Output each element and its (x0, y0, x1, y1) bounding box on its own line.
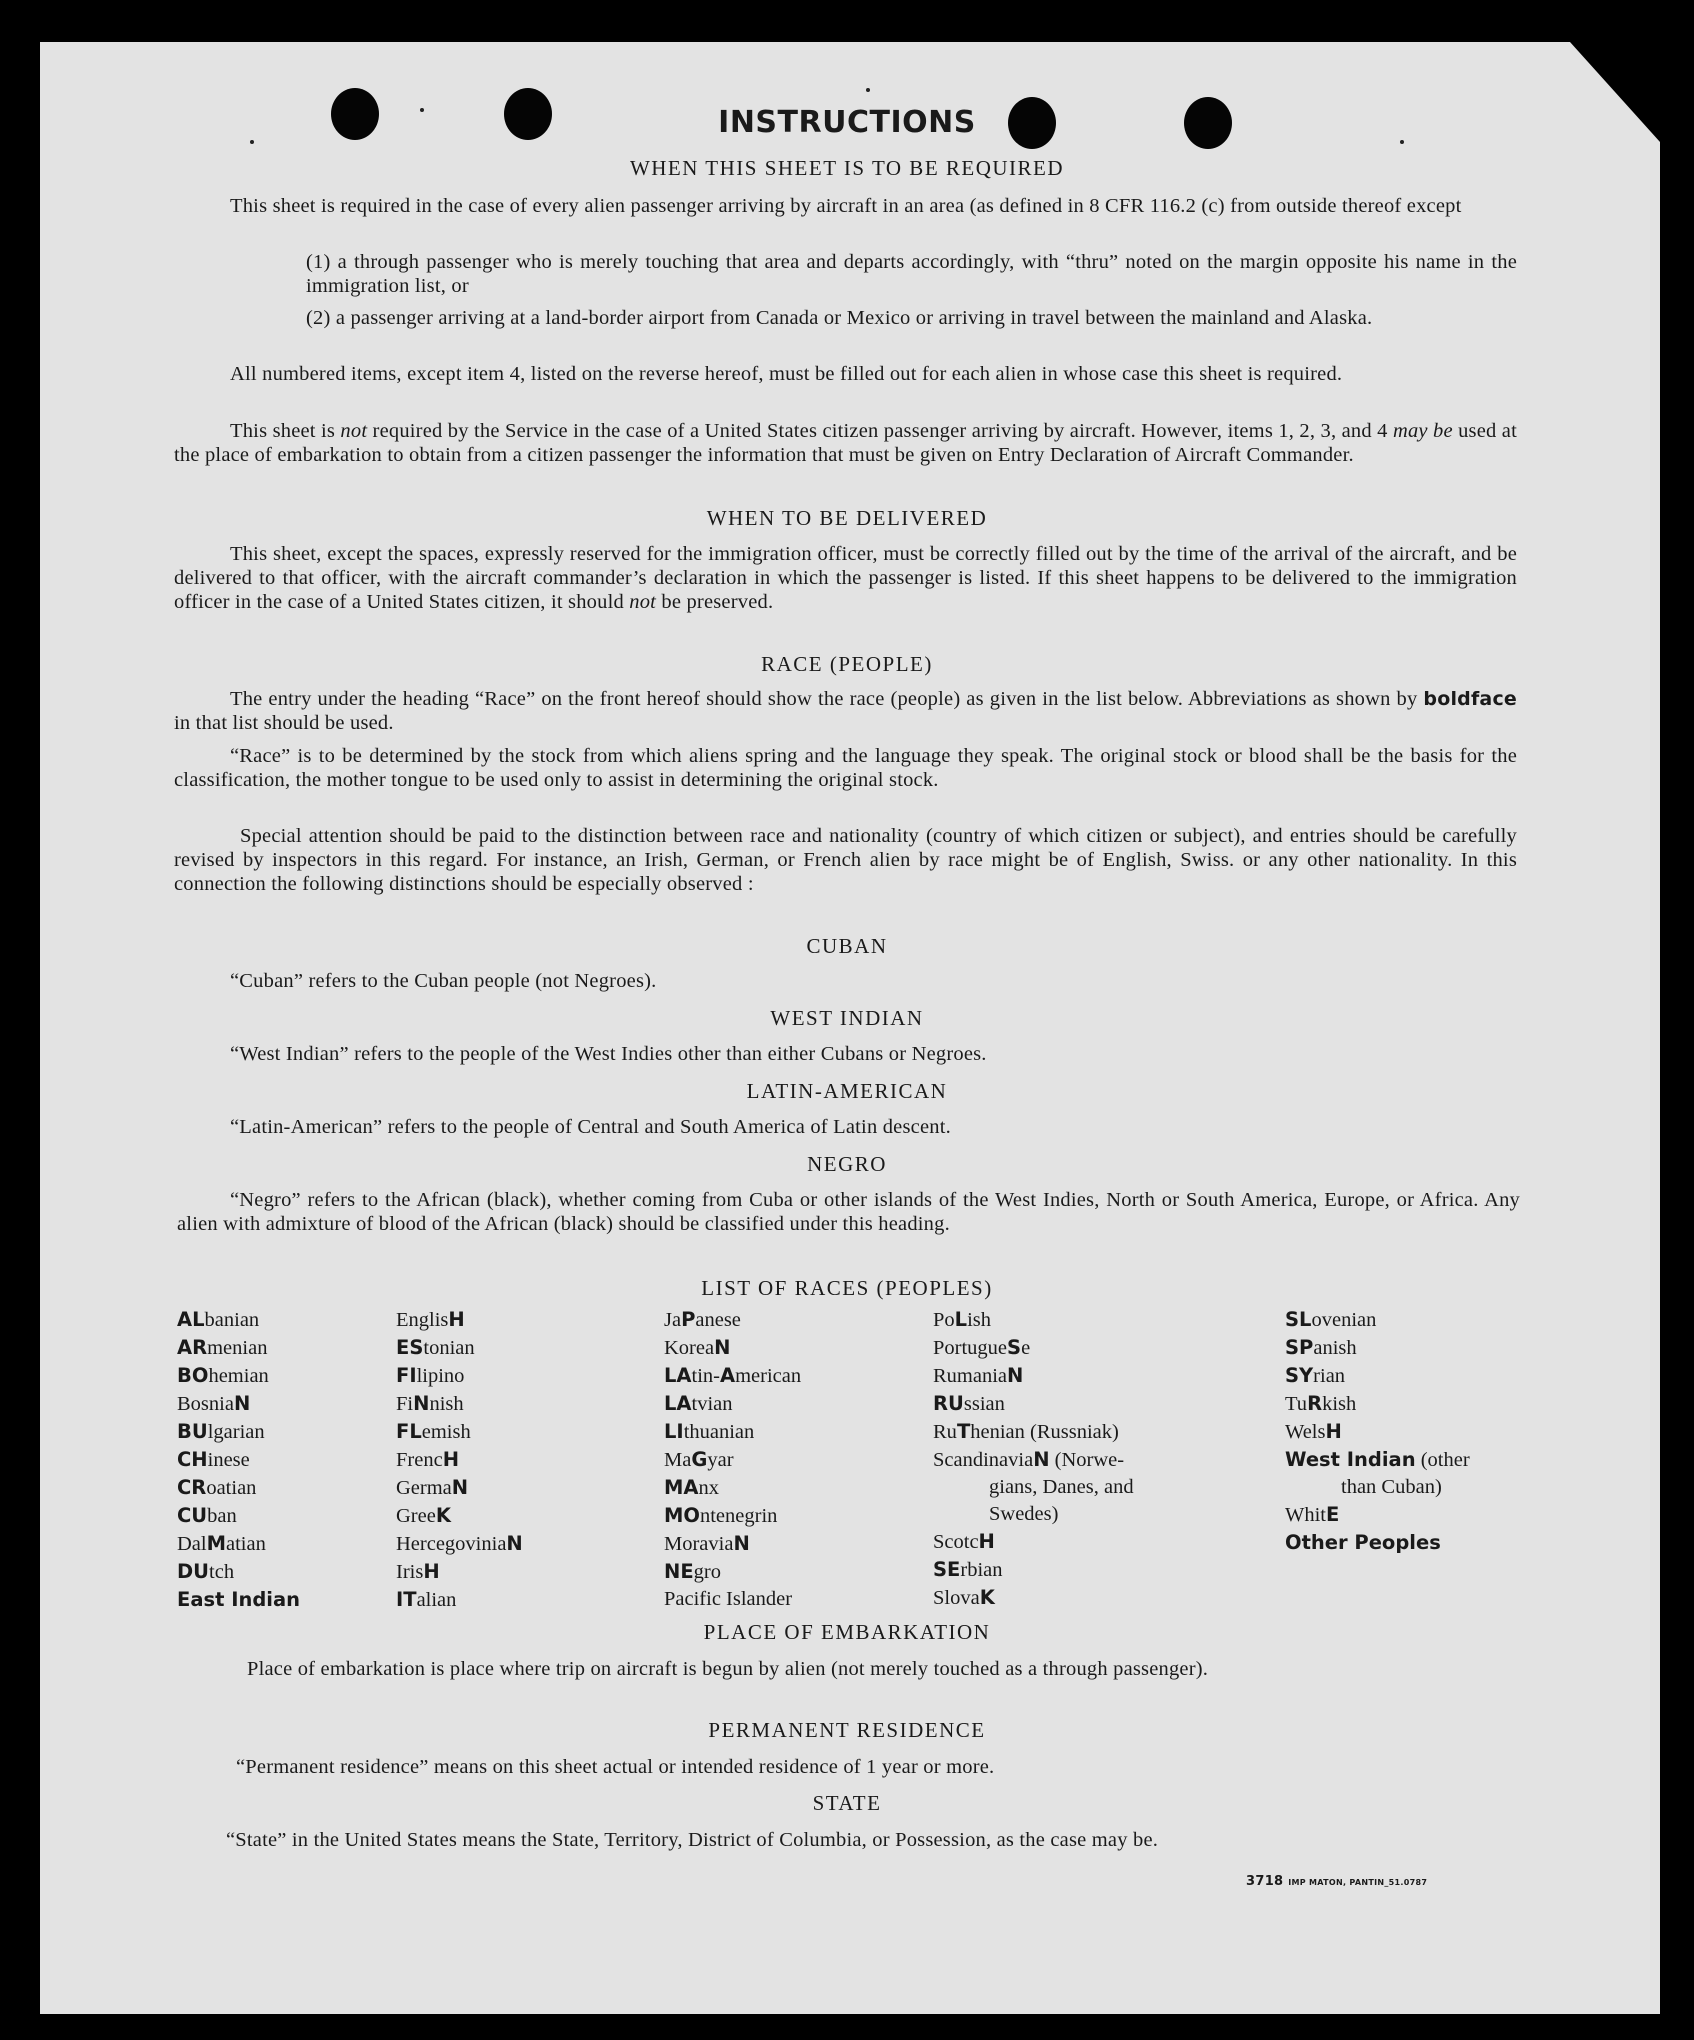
race-entry (396, 1558, 523, 1586)
race-text: lipino (416, 1365, 465, 1387)
race-abbrev: H (423, 1560, 440, 1583)
race-abbrev: K (435, 1504, 451, 1527)
race-text: Whit (1285, 1504, 1326, 1526)
race-entry (1285, 1474, 1470, 1501)
para-exception-1: (1) a through passenger who is merely touching that area and departs accordingly, with “thru” noted on the margin opposite his name in the immigration list, or (306, 251, 1517, 297)
race-text: Portugue (933, 1337, 1008, 1359)
race-entry (177, 1334, 300, 1362)
race-abbrev: K (979, 1586, 995, 1609)
speck (1400, 140, 1404, 144)
race-entry (177, 1502, 300, 1530)
race-text: Iris (396, 1561, 424, 1583)
race-abbrev: CR (177, 1476, 207, 1499)
race-column-4 (933, 1306, 1134, 1612)
race-text: thuanian (683, 1421, 755, 1443)
para-latin-american: “Latin-American” refers to the people of Central and South America of Latin descent. (230, 1116, 951, 1138)
heading-embarkation: PLACE OF EMBARKATION (703, 1620, 991, 1644)
race-text: rian (1313, 1365, 1346, 1387)
race-abbrev: CU (177, 1504, 208, 1527)
text-run: be preserved. (656, 591, 774, 613)
heading-residence: PERMANENT RESIDENCE (708, 1718, 986, 1742)
race-entry (664, 1502, 801, 1530)
para-citizen (174, 419, 1517, 467)
race-abbrev: BO (177, 1364, 209, 1387)
race-text: inese (207, 1449, 250, 1471)
race-entry (1285, 1418, 1470, 1446)
race-entry (1285, 1334, 1470, 1362)
race-abbrev: M (206, 1532, 227, 1555)
race-abbrev: N (733, 1532, 750, 1555)
race-entry (933, 1446, 1134, 1474)
race-abbrev: MA (664, 1476, 699, 1499)
race-text: Scotc (933, 1531, 979, 1553)
race-text: oatian (206, 1477, 257, 1499)
race-abbrev: IT (396, 1588, 417, 1611)
race-text: Tu (1285, 1393, 1308, 1415)
text-run-italic: may be (1392, 420, 1453, 442)
race-entry (933, 1528, 1134, 1556)
race-abbrev: H (448, 1308, 465, 1331)
race-abbrev: N (233, 1392, 251, 1415)
race-entry (664, 1362, 801, 1390)
race-abbrev: RU (933, 1392, 964, 1415)
race-entry (933, 1556, 1134, 1584)
race-abbrev: T (956, 1420, 971, 1443)
race-entry (177, 1530, 300, 1558)
para-race-determined: “Race” is to be determined by the stock from which aliens spring and the language they speak. The original stock or blood shall be the basis for the classification, the mother tongue to be used only to assist in determining the original stock. (174, 745, 1517, 791)
race-text: anish (1313, 1337, 1357, 1359)
race-abbrev: L (954, 1308, 968, 1331)
race-text: ish (967, 1309, 992, 1331)
race-text: gians, Danes, and (989, 1476, 1134, 1498)
heading-negro: NEGRO (807, 1152, 887, 1176)
heading-west-indian: WEST INDIAN (770, 1006, 924, 1030)
race-entry (664, 1586, 801, 1613)
race-abbrev: R (1307, 1392, 1323, 1415)
race-abbrev: N (1033, 1448, 1050, 1471)
race-entry (664, 1418, 801, 1446)
heading-race: RACE (PEOPLE) (761, 652, 933, 676)
race-entry (396, 1530, 523, 1558)
race-abbrev: A (720, 1364, 736, 1387)
race-abbrev: MO (664, 1504, 700, 1527)
race-entry (177, 1362, 300, 1390)
race-abbrev: G (691, 1448, 708, 1471)
race-text: tch (209, 1561, 235, 1583)
race-text: henian (Russniak) (970, 1421, 1119, 1443)
race-abbrev: SL (1285, 1308, 1312, 1331)
race-text: Wels (1285, 1421, 1326, 1443)
race-text: ovenian (1311, 1309, 1377, 1331)
heading-list-of-races: LIST OF RACES (PEOPLES) (701, 1276, 993, 1300)
race-entry (664, 1306, 801, 1334)
para-embarkation: Place of embarkation is place where trip on aircraft is begun by alien (not merely touched as a through passenger). (247, 1658, 1209, 1680)
race-text: rbian (960, 1559, 1003, 1581)
race-abbrev: SP (1285, 1336, 1314, 1359)
race-entry (1285, 1390, 1470, 1418)
race-abbrev: NE (664, 1560, 694, 1583)
text-run: This sheet, except the spaces, expressly reserved for the immigration officer, must be correctly filled out by the time of the arrival of the aircraft, and be delivered to that officer, with the aircraft commander’s declaration in which the passenger is listed. If this sheet happens to be delivered to the immigration officer in the case of a United States citizen, it should (174, 543, 1517, 613)
race-entry (933, 1474, 1134, 1501)
race-text: anese (695, 1309, 741, 1331)
race-text: hemian (208, 1365, 269, 1387)
race-entry (396, 1334, 523, 1362)
race-text: Englis (396, 1309, 449, 1331)
race-entry (933, 1418, 1134, 1446)
race-entry (933, 1306, 1134, 1334)
race-column-3 (664, 1306, 801, 1613)
race-abbrev: N (714, 1336, 731, 1359)
race-text: than Cuban) (1341, 1476, 1442, 1498)
race-entry (177, 1306, 300, 1334)
race-entry (396, 1586, 523, 1614)
race-entry (664, 1530, 801, 1558)
speck (866, 88, 870, 92)
heading-when-required: WHEN THIS SHEET IS TO BE REQUIRED (629, 156, 1065, 180)
heading-state: STATE (812, 1791, 882, 1815)
text-run: used at the place of embarkation to obtain from a citizen passenger the information that must be given on Entry Declaration of Aircraft Commander. (174, 420, 1518, 466)
race-abbrev: P (681, 1308, 696, 1331)
page-title: INSTRUCTIONS (718, 105, 976, 140)
text-run: required by the Service in the case of a United States citizen passenger arriving by aircraft. However, items 1, 2, 3, and 4 (367, 420, 1393, 442)
race-entry (933, 1584, 1134, 1612)
race-abbrev: H (442, 1448, 460, 1471)
race-text: ntenegrin (699, 1505, 778, 1527)
race-abbrev: FL (396, 1420, 422, 1443)
race-entry (177, 1418, 300, 1446)
race-text: emish (421, 1421, 471, 1443)
race-abbrev: N (451, 1476, 469, 1499)
race-abbrev: LA (664, 1392, 692, 1415)
race-text: Slova (933, 1587, 980, 1609)
race-entry (396, 1362, 523, 1390)
race-text: banian (204, 1309, 260, 1331)
para-numbered-items: All numbered items, except item 4, listed on the reverse hereof, must be filled out for each alien in whose case this sheet is required. (230, 363, 1343, 385)
heading-latin-american: LATIN-AMERICAN (746, 1079, 948, 1103)
race-entry (177, 1390, 300, 1418)
printer-mark: IMP MATON, PANTIN_51.0787 (1288, 1878, 1428, 1887)
race-abbrev: SE (933, 1558, 961, 1581)
text-run-italic: not (340, 420, 368, 442)
para-delivered (174, 542, 1517, 614)
text-run-italic: not (629, 591, 657, 613)
para-west-indian: “West Indian” refers to the people of the West Indies other than either Cubans or Negroes. (230, 1043, 987, 1065)
text-run: The entry under the heading “Race” on the front hereof should show the race (people) as given in the list below. Abbreviations as shown by (230, 688, 1424, 710)
race-text: (other (1415, 1449, 1470, 1471)
race-text: Hercegovinia (396, 1533, 507, 1555)
race-entry (933, 1334, 1134, 1362)
race-abbrev: East Indian (177, 1588, 301, 1611)
race-entry (396, 1474, 523, 1502)
race-text: tin- (691, 1365, 720, 1387)
race-text: Frenc (396, 1449, 443, 1471)
para-residence: “Permanent residence” means on this sheet actual or intended residence of 1 year or more. (236, 1756, 995, 1778)
race-entry (664, 1558, 801, 1586)
heading-when-delivered: WHEN TO BE DELIVERED (706, 506, 988, 530)
race-entry (933, 1501, 1134, 1528)
race-entry (664, 1446, 801, 1474)
race-column-2 (396, 1306, 523, 1614)
race-entry (1285, 1501, 1470, 1529)
race-text: tvian (691, 1393, 733, 1415)
race-entry (177, 1558, 300, 1586)
race-text: lgarian (207, 1421, 265, 1443)
race-abbrev: West Indian (1285, 1448, 1416, 1471)
heading-cuban: CUBAN (806, 934, 888, 958)
race-entry (1285, 1446, 1470, 1474)
race-entry (177, 1474, 300, 1502)
race-entry (1285, 1362, 1470, 1390)
race-entry (1285, 1306, 1470, 1334)
para-negro: “Negro” refers to the African (black), whether coming from Cuba or other islands of the West Indies, North or South America, Europe, or Africa. Any alien with admixture of blood of the African (black) should be classified under this heading. (177, 1189, 1520, 1235)
race-text: kish (1322, 1393, 1357, 1415)
race-text: Dal (177, 1533, 207, 1555)
text-run: This sheet is (230, 420, 341, 442)
race-abbrev: N (506, 1532, 523, 1555)
race-entry (1285, 1529, 1470, 1557)
printer-footer (1246, 1874, 1427, 1889)
race-abbrev: BU (177, 1420, 208, 1443)
race-abbrev: E (1326, 1503, 1340, 1526)
para-cuban: “Cuban” refers to the Cuban people (not Negroes). (230, 970, 657, 992)
race-text: nx (698, 1477, 719, 1499)
race-text: ban (207, 1505, 237, 1527)
race-entry (933, 1390, 1134, 1418)
race-abbrev: N (1007, 1364, 1024, 1387)
race-text: Germa (396, 1477, 452, 1499)
race-text: Rumania (933, 1365, 1008, 1387)
race-text: (Norwe- (1049, 1449, 1125, 1471)
race-text: menian (207, 1337, 268, 1359)
race-text: ssian (963, 1393, 1005, 1415)
race-entry (933, 1362, 1134, 1390)
race-entry (664, 1334, 801, 1362)
race-text: Po (933, 1309, 955, 1331)
para-race-nationality: Special attention should be paid to the distinction between race and nationality (country of which citizen or subject), and entries should be carefully revised by inspectors in this regard. For instance, an Irish, German, or French alien by race might be of English, Swiss. or any other nationality. In this connection the following distinctions should be especially observed : (174, 825, 1517, 895)
race-entry (396, 1418, 523, 1446)
race-text: Pacific Islander (664, 1588, 793, 1610)
race-abbrev: LI (664, 1420, 684, 1443)
para-required-intro: This sheet is required in the case of every alien passenger arriving by aircraft in an area (as defined in 8 CFR 116.2 (c) from outside thereof except (230, 195, 1462, 217)
race-abbrev: DU (177, 1560, 210, 1583)
para-race-entry (174, 687, 1517, 735)
race-abbrev: Other Peoples (1285, 1531, 1441, 1554)
race-text: Fi (396, 1393, 414, 1415)
race-text: gro (693, 1561, 721, 1583)
race-entry (177, 1586, 300, 1614)
race-text: tonian (423, 1337, 475, 1359)
text-run-bold: boldface (1423, 688, 1517, 710)
race-text: Ma (664, 1449, 692, 1471)
race-text: Scandinavia (933, 1449, 1034, 1471)
para-exception-2: (2) a passenger arriving at a land-border airport from Canada or Mexico or arriving in travel between the mainland and Alaska. (306, 307, 1373, 329)
race-entry (396, 1390, 523, 1418)
race-abbrev: LA (664, 1364, 692, 1387)
race-text: Ru (933, 1421, 957, 1443)
race-text: Bosnia (177, 1393, 234, 1415)
text-run: in that list should be used. (174, 712, 394, 734)
race-text: Ja (664, 1309, 682, 1331)
race-entry (396, 1446, 523, 1474)
race-abbrev: H (978, 1530, 995, 1553)
race-abbrev: AR (177, 1336, 208, 1359)
race-text: Swedes) (989, 1503, 1059, 1525)
race-entry (396, 1306, 523, 1334)
race-abbrev: S (1007, 1336, 1022, 1359)
race-abbrev: AL (177, 1308, 205, 1331)
race-entry (396, 1502, 523, 1530)
race-text: alian (416, 1589, 457, 1611)
race-text: Moravia (664, 1533, 734, 1555)
race-abbrev: ES (396, 1336, 424, 1359)
race-entry (664, 1390, 801, 1418)
race-text: e (1021, 1337, 1031, 1359)
race-abbrev: N (413, 1392, 430, 1415)
race-text: atian (226, 1533, 266, 1555)
race-text: merican (735, 1365, 802, 1387)
race-entry (177, 1446, 300, 1474)
race-text: yar (707, 1449, 734, 1471)
race-abbrev: SY (1285, 1364, 1314, 1387)
race-text: Gree (396, 1505, 436, 1527)
race-entry (664, 1474, 801, 1502)
form-number: 3718 (1246, 1874, 1284, 1889)
race-column-5 (1285, 1306, 1470, 1557)
para-state: “State” in the United States means the State, Territory, District of Columbia, or Possession, as the case may be. (226, 1829, 1159, 1851)
speck (250, 140, 254, 144)
race-text: Korea (664, 1337, 715, 1359)
race-column-1 (177, 1306, 300, 1614)
race-abbrev: H (1325, 1420, 1342, 1443)
race-abbrev: FI (396, 1364, 417, 1387)
race-abbrev: CH (177, 1448, 208, 1471)
race-text: nish (429, 1393, 464, 1415)
